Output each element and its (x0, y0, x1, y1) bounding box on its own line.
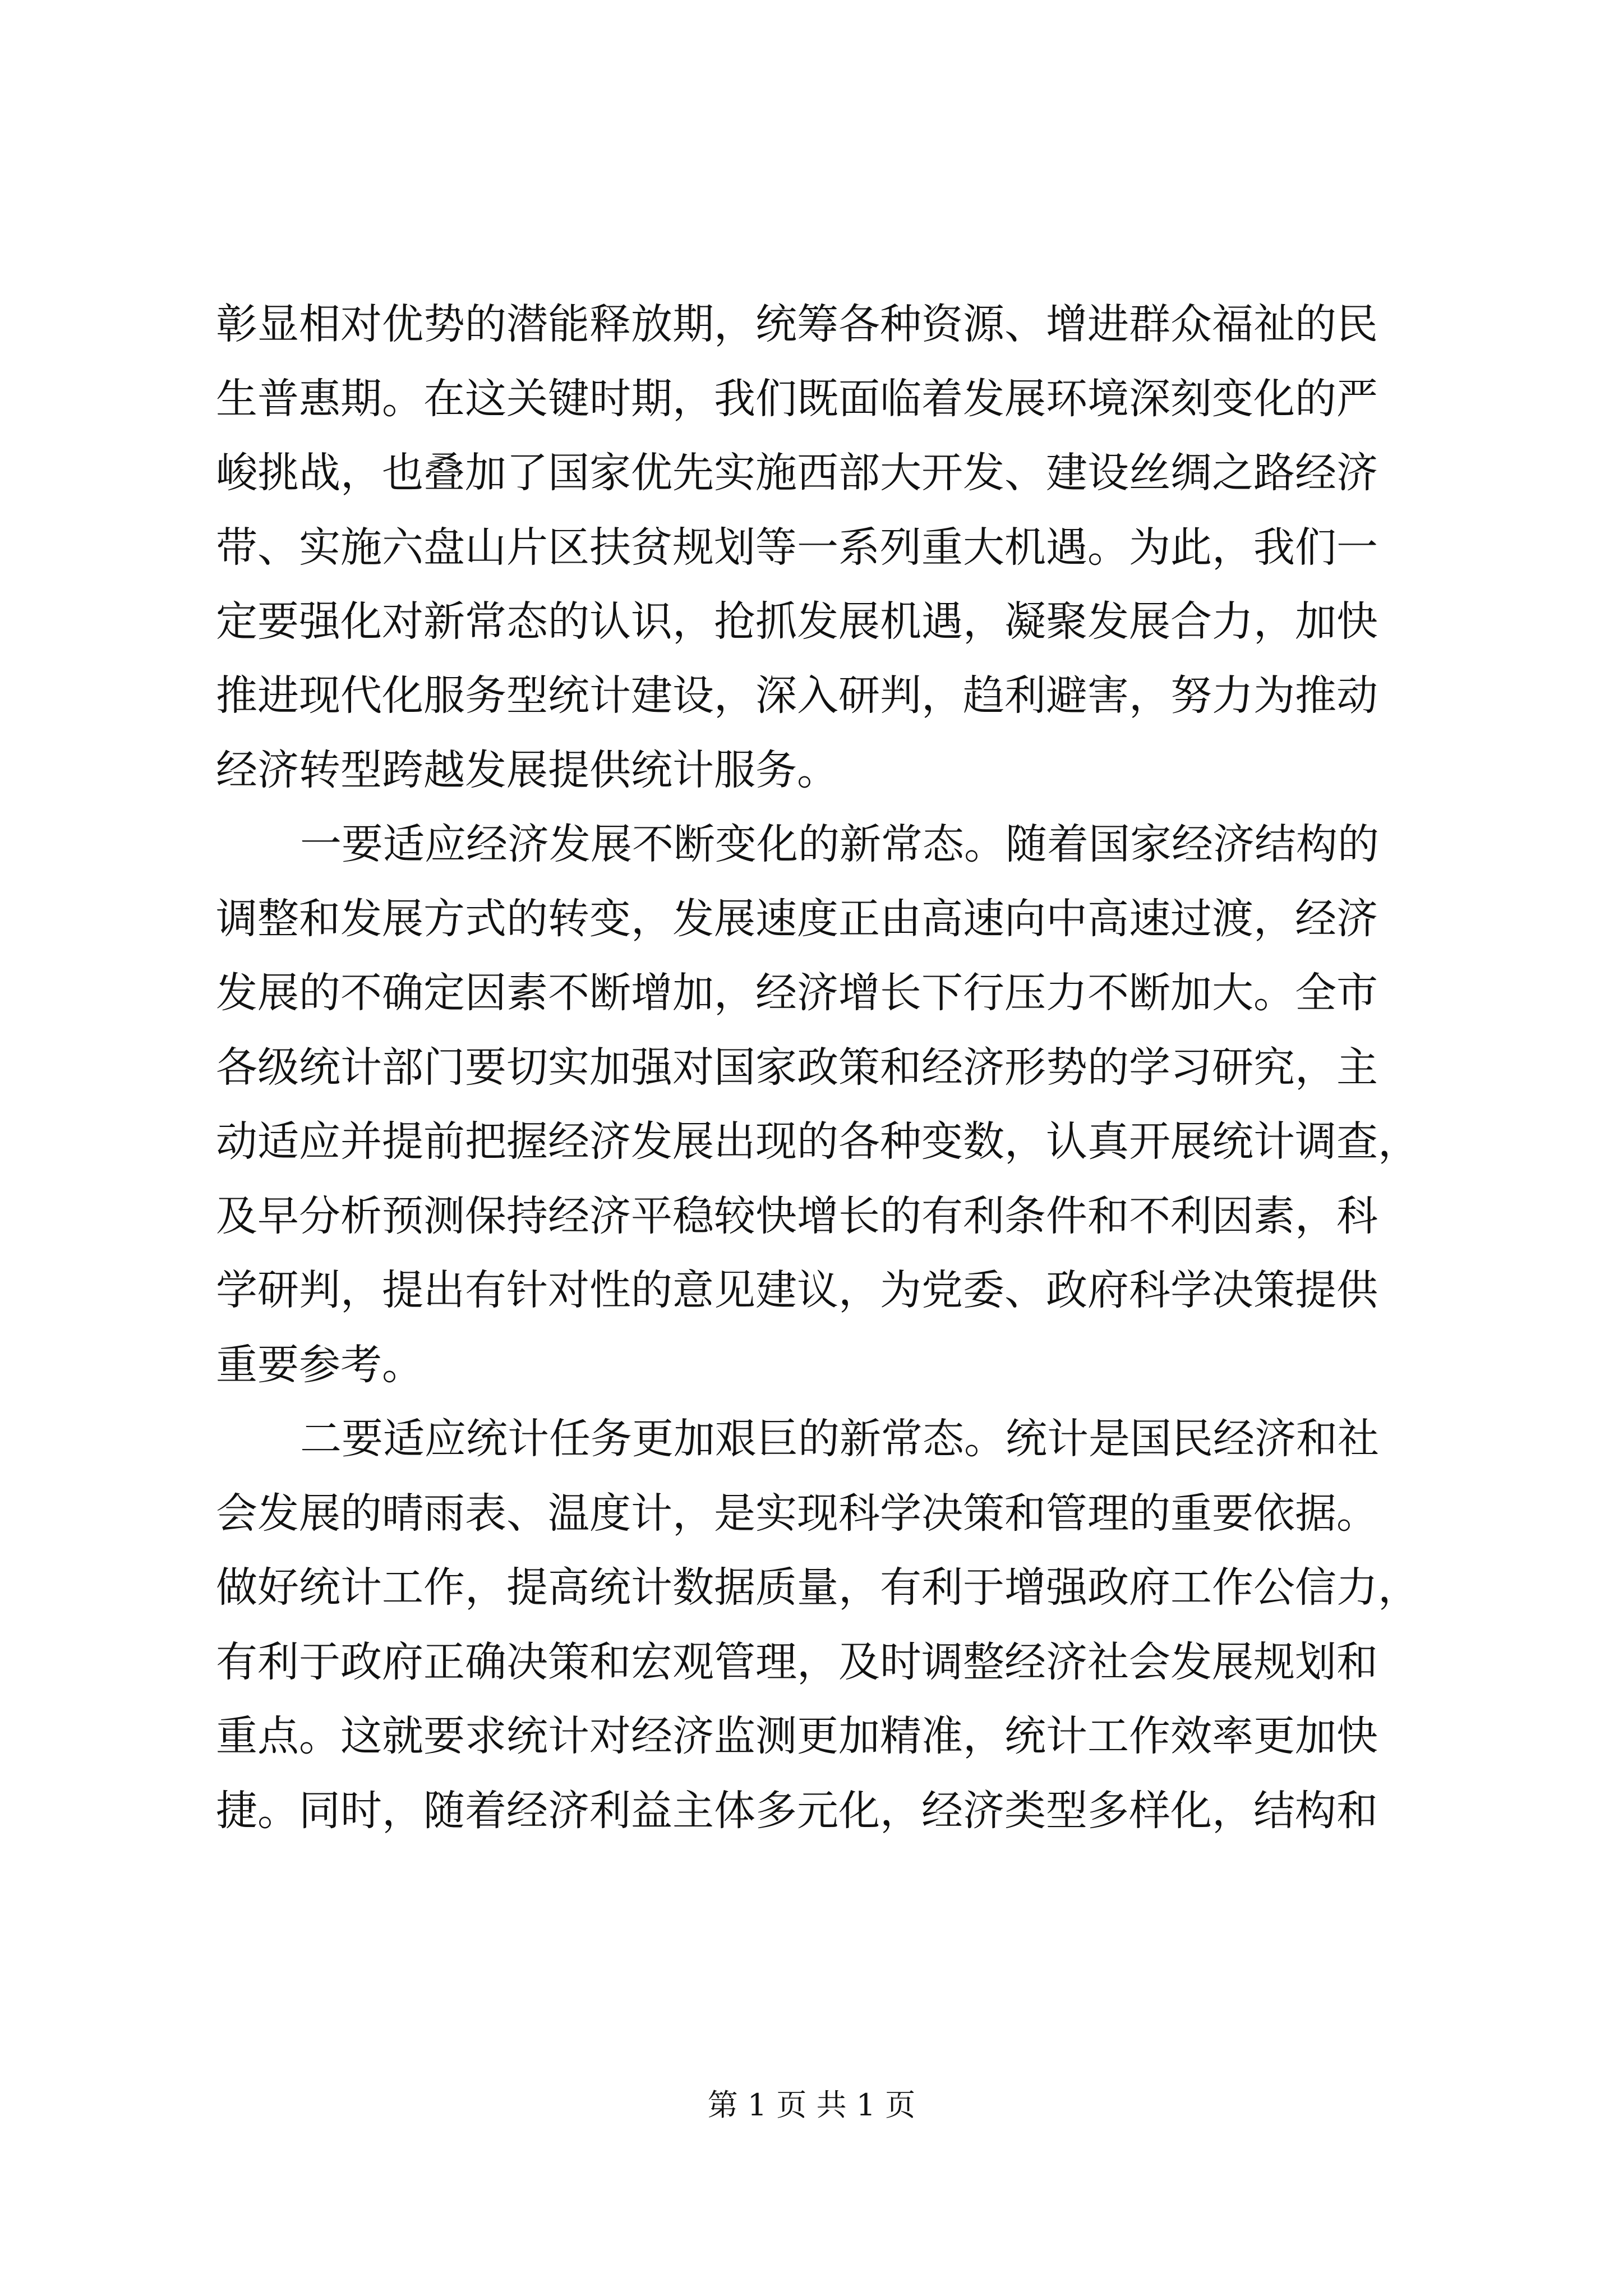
text-line-4: 带、实施六盘山片区扶贫规划等一系列重大机遇。为此，我们一 (216, 523, 1378, 572)
text-line-5: 定要强化对新常态的认识，抢抓发展机遇，凝聚发展合力，加快 (216, 597, 1378, 646)
page-footer: 第 1 页 共 1 页 (707, 2087, 916, 2123)
text-line-12: 动适应并提前把握经济发展出现的各种变数，认真开展统计调查， (216, 1117, 1419, 1166)
text-line-14: 学研判，提出有针对性的意见建议，为党委、政府科学决策提供 (216, 1266, 1378, 1314)
text-line-18: 做好统计工作，提高统计数据质量，有利于增强政府工作公信力， (216, 1563, 1419, 1612)
text-line-10: 发展的不确定因素不断增加，经济增长下行压力不断加大。全市 (216, 969, 1378, 1017)
paragraph-1-first-line: 一要适应经济发展不断变化的新常态。随着国家经济结构的 (300, 820, 1379, 868)
text-line-2: 生普惠期。在这关键时期，我们既面临着发展环境深刻变化的严 (216, 375, 1378, 423)
text-line-7: 经济转型跨越发展提供统计服务。 (216, 746, 838, 794)
paragraph-2-first-line: 二要适应统计任务更加艰巨的新常态。统计是国民经济和社 (300, 1415, 1379, 1463)
text-line-11: 各级统计部门要切实加强对国家政策和经济形势的学习研究，主 (216, 1043, 1378, 1092)
text-line-15: 重要参考。 (216, 1341, 423, 1389)
text-line-6: 推进现代化服务型统计建设，深入研判，趋利避害，努力为推动 (216, 671, 1378, 720)
text-line-21: 捷。同时，随着经济利益主体多元化，经济类型多样化，结构和 (216, 1787, 1378, 1835)
text-line-1: 彰显相对优势的潜能释放期，统筹各种资源、增进群众福祉的民 (216, 300, 1378, 348)
text-line-20: 重点。这就要求统计对经济监测更加精准，统计工作效率更加快 (216, 1712, 1378, 1760)
text-line-9: 调整和发展方式的转变，发展速度正由高速向中高速过渡，经济 (216, 895, 1378, 943)
text-line-17: 会发展的晴雨表、温度计，是实现科学决策和管理的重要依据。 (216, 1489, 1378, 1538)
text-line-13: 及早分析预测保持经济平稳较快增长的有利条件和不利因素，科 (216, 1192, 1378, 1240)
text-line-19: 有利于政府正确决策和宏观管理，及时调整经济社会发展规划和 (216, 1638, 1378, 1686)
text-line-3: 峻挑战，也叠加了国家优先实施西部大开发、建设丝绸之路经济 (216, 449, 1378, 497)
